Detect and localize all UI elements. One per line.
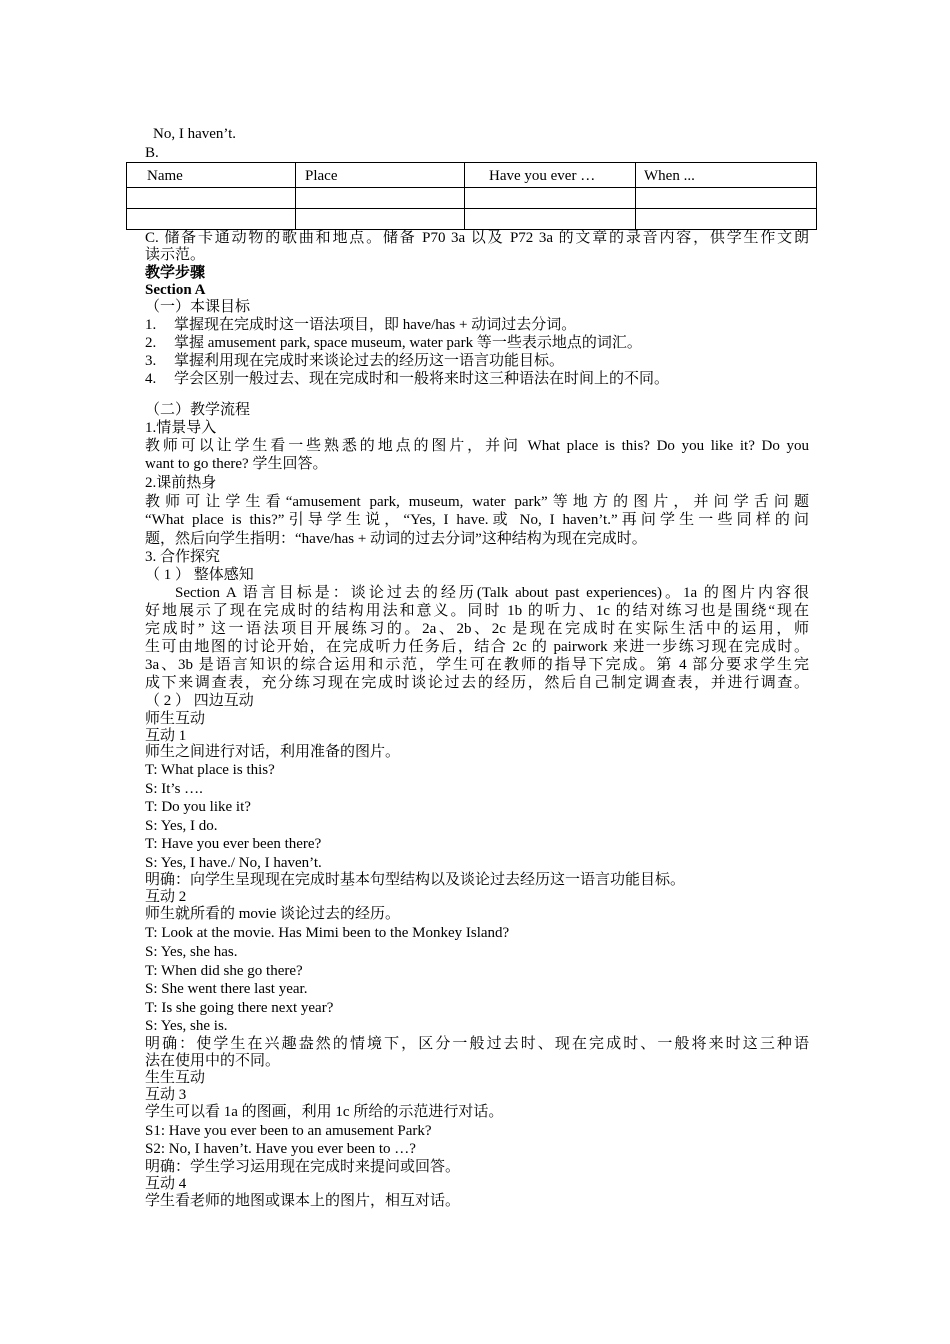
goal-text: 学会区别一般过去、现在完成时和一般将来时这三种语法在时间上的不同。 (174, 371, 670, 387)
flow-heading: （二）教学流程 (145, 402, 251, 418)
ts-heading: 师生互动 (145, 711, 206, 727)
survey-table (126, 162, 817, 230)
ss-heading: 生生互动 (145, 1070, 206, 1086)
dialog-line: T: Have you ever been there? (145, 836, 322, 852)
dialog-line: S: Yes, I have./ No, I haven’t. (145, 855, 322, 871)
section-a-heading: Section A (145, 282, 206, 298)
paragraph-line: C. 储备卡通动物的歌曲和地点。储备 P70 3a 以及 P72 3a 的文章的录音内容，供学生作文朗 (145, 230, 809, 246)
table-row (127, 188, 817, 209)
interaction-heading: 互动 1 (145, 728, 187, 744)
table-header-cell: Place (296, 163, 465, 188)
table-cell (636, 209, 817, 230)
goal-number: 4. (145, 371, 157, 387)
interaction-heading: 互动 3 (145, 1087, 187, 1103)
paragraph-line: 成下来调查表，充分练习现在完成时谈论过去的经历，然后自己制定调查表，并进行调查。 (145, 675, 809, 691)
steps-heading: 教学步骤 (145, 265, 206, 281)
dialog-line: S: It’s …. (145, 781, 203, 797)
dialog-line: S1: Have you ever been to an amusement Park? (145, 1123, 432, 1139)
paragraph-line: 读示范。 (145, 247, 206, 263)
paragraph-line: 题，然后向学生指明：“have/has + 动词的过去分词”这种结构为现在完成时。 (145, 531, 647, 547)
table-cell (127, 209, 296, 230)
section-b-label: B. (145, 145, 159, 161)
paragraph-line: 好地展示了现在完成时的结构用法和意义。同时 1b 的听力、1c 的结对练习也是围绕“现在 (145, 603, 809, 619)
table-cell (465, 209, 636, 230)
paragraph-line: “What place is this?”引导学生说，“Yes, I have.或 No, I haven’t.”再问学生一些同样的问 (145, 512, 809, 528)
overall-heading: （ 1 ） 整体感知 (145, 567, 254, 583)
paragraph-line: 3a、3b 是语言知识的综合运用和示范，学生可在教师的指导下完成。第 4 部分要求学生完 (145, 657, 809, 673)
interaction-intro: 师生之间进行对话，利用准备的图片。 (145, 744, 401, 760)
table-cell (636, 188, 817, 209)
table-cell (127, 188, 296, 209)
paragraph-line: 完成时” 这一语法项目开展练习的。2a、2b、2c 是现在完成时在实际生活中的运用，师 (145, 621, 809, 637)
goal-number: 1. (145, 317, 157, 333)
dialog-line: T: Do you like it? (145, 799, 251, 815)
interaction-heading: 互动 4 (145, 1176, 187, 1192)
interaction-heading: 互动 2 (145, 889, 187, 905)
explore-heading: 3. 合作探究 (145, 549, 221, 565)
paragraph-line: 教师可以让学生看一些熟悉的地点的图片，并问 What place is this? Do you like it? Do you (145, 438, 809, 454)
interaction-note: 明确：学生学习运用现在完成时来提问或回答。 (145, 1159, 461, 1175)
paragraph-line: Section A 语言目标是：谈论过去的经历(Talk about past experiences)。1a 的图片内容很 (175, 585, 809, 601)
dialog-line: S: She went there last year. (145, 981, 308, 997)
table-header-cell: When ... (636, 163, 817, 188)
dialog-line: T: Is she going there next year? (145, 1000, 334, 1016)
interaction-note: 法在使用中的不同。 (145, 1053, 281, 1069)
table-row (127, 209, 817, 230)
dialog-line: S: Yes, I do. (145, 818, 218, 834)
paragraph-line: want to go there? 学生回答。 (145, 456, 328, 472)
interaction-note: 明确：向学生呈现现在完成时基本句型结构以及谈论过去经历这一语言功能目标。 (145, 872, 686, 888)
goal-text: 掌握 amusement park, space museum, water park 等一些表示地点的词汇。 (174, 335, 642, 351)
table-header-cell: Name (127, 163, 296, 188)
goal-number: 2. (145, 335, 157, 351)
table-header-cell: Have you ever … (465, 163, 636, 188)
dialog-line: S: Yes, she is. (145, 1018, 228, 1034)
dialog-line: T: When did she go there? (145, 963, 303, 979)
dialog-line: T: What place is this? (145, 762, 275, 778)
table-header-row (127, 163, 817, 188)
interaction-note: 明确：使学生在兴趣盎然的情境下，区分一般过去时、现在完成时、一般将来时这三种语 (145, 1036, 809, 1052)
paragraph-line: 生可由地图的讨论开始，在完成听力任务后，结合 2c 的 pairwork 来进一步练习现在完成时。 (145, 639, 809, 655)
goals-heading: （一）本课目标 (145, 299, 251, 315)
interaction-intro: 师生就所看的 movie 谈论过去的经历。 (145, 906, 400, 922)
interaction-intro: 学生可以看 1a 的图画，利用 1c 所给的示范进行对话。 (145, 1104, 504, 1120)
dialog-line: T: Look at the movie. Has Mimi been to the Monkey Island? (145, 925, 510, 941)
dialog-line: S: Yes, she has. (145, 944, 238, 960)
warmup-heading: 2.课前热身 (145, 475, 217, 491)
paragraph-line: 教师可让学生看“amusement park, museum, water park”等地方的图片，并问学舌问题 (145, 494, 809, 510)
goal-text: 掌握利用现在完成时来谈论过去的经历这一语言功能目标。 (174, 353, 565, 369)
interaction-intro: 学生看老师的地图或课本上的图片，相互对话。 (145, 1193, 461, 1209)
interact-heading: （ 2 ） 四边互动 (145, 693, 254, 709)
goal-number: 3. (145, 353, 157, 369)
intro-heading: 1.情景导入 (145, 420, 217, 436)
table-cell (465, 188, 636, 209)
table-cell (296, 188, 465, 209)
answer-line: No, I haven’t. (153, 126, 237, 142)
table-cell (296, 209, 465, 230)
dialog-line: S2: No, I haven’t. Have you ever been to …? (145, 1141, 416, 1157)
goal-text: 掌握现在完成时这一语法项目，即 have/has + 动词过去分词。 (174, 317, 577, 333)
